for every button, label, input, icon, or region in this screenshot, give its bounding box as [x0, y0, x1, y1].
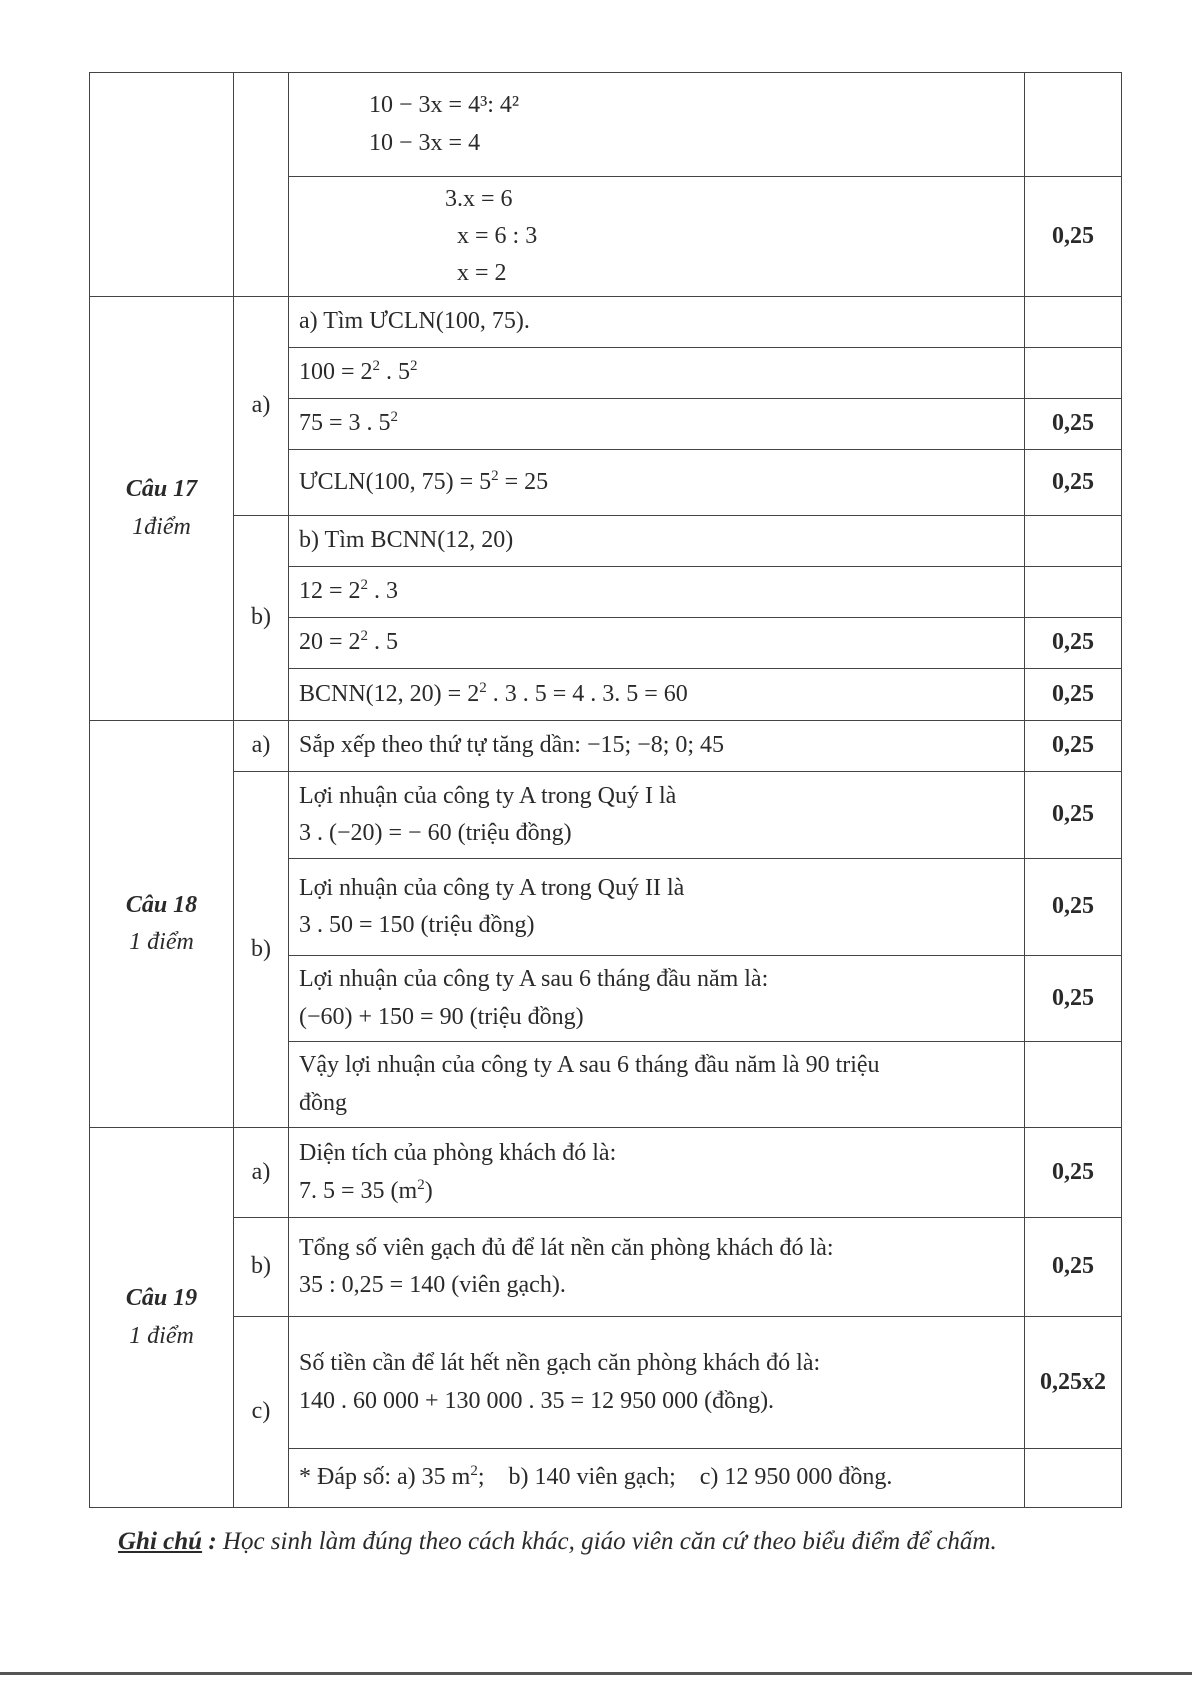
question-points: 1 điểm	[129, 929, 194, 955]
answer-key-table	[89, 72, 1122, 1508]
score: 0,25	[1025, 772, 1122, 859]
question-title: Câu 17	[125, 476, 198, 503]
answer-text: Sắp xếp theo thứ tự tăng dần: −15; −8; 0; 45	[289, 721, 1025, 772]
answer-text: a) Tìm ƯCLN(100, 75).	[289, 297, 1025, 348]
answer-line: Lợi nhuận của công ty A sau 6 tháng đầu năm là:	[299, 966, 769, 993]
part-label: a)	[234, 297, 289, 516]
answer-text: 75 = 3 . $5^2$	[289, 399, 1025, 450]
page-bottom-rule	[0, 1672, 1192, 1675]
score: 0,25	[1025, 956, 1122, 1042]
score: 0,25	[1025, 450, 1122, 516]
score: 0,25	[1025, 669, 1122, 721]
answer-line: đồng	[299, 1089, 347, 1116]
answer-text: BCNN(12, $20) = 2^2$ . 3 . 5 = 4 . 3. 5 = 60	[289, 669, 1025, 721]
question-cau-17	[90, 297, 234, 721]
answer-text	[289, 859, 1025, 956]
score-cell-empty	[1025, 73, 1122, 177]
score	[1025, 567, 1122, 618]
score	[1025, 297, 1122, 348]
answer-line: Lợi nhuận của công ty A trong Quý II là	[299, 874, 685, 901]
footnote-label: Ghi chú	[118, 1528, 203, 1555]
footnote-text: Học sinh làm đúng theo cách khác, giáo viên căn cứ theo biểu điểm để chấm.	[222, 1528, 997, 1555]
score	[1025, 348, 1122, 399]
part-label: a)	[234, 721, 289, 772]
final-answer: * Đáp số: a) 35 $m^2$; b) 140 viên gạch; c) 12 950 000 đồng.	[289, 1449, 1025, 1508]
answer-line: (−60) + 150 = 90 (triệu đồng)	[299, 1003, 584, 1030]
footnote-separator: :	[202, 1528, 223, 1555]
answer-text: b) Tìm BCNN(12, 20)	[289, 516, 1025, 567]
answer-text	[289, 772, 1025, 859]
answer-line: Số tiền cần để lát hết nền gạch căn phòng khách đó là:	[299, 1350, 821, 1377]
answer-text	[289, 1042, 1025, 1128]
score	[1025, 1042, 1122, 1128]
part-label: b)	[234, 772, 289, 1128]
answer-text: $100 = 2^2$ . $5^2$	[289, 348, 1025, 399]
answer-text: $12 = 2^2$ . 3	[289, 567, 1025, 618]
score: 0,25	[1025, 859, 1122, 956]
score	[1025, 516, 1122, 567]
question-cau-19	[90, 1128, 234, 1508]
answer-text: $20 = 2^2$ . 5	[289, 618, 1025, 669]
answer-text: ƯCLN(100, $75) = 5^2 = 25$	[289, 450, 1025, 516]
question-cau-18	[90, 721, 234, 1128]
part-label: a)	[234, 1128, 289, 1218]
part-label: b)	[234, 516, 289, 721]
question-points: 1điểm	[132, 513, 191, 540]
answer-text	[289, 1128, 1025, 1218]
score: 0,25	[1025, 1128, 1122, 1218]
equation-line: 10 − 3x = 4	[369, 129, 481, 156]
answer-line: Tổng số viên gạch đủ để lát nền căn phòng khách đó là:	[299, 1234, 834, 1261]
answer-text	[289, 956, 1025, 1042]
answer-line: 3 . (−20) = − 60 (triệu đồng)	[299, 820, 572, 846]
score: 0,25	[1025, 399, 1122, 450]
part-label: b)	[234, 1218, 289, 1317]
answer-text	[289, 1218, 1025, 1317]
answer-line: Vậy lợi nhuận của công ty A sau 6 tháng đầu năm là 90 triệu	[299, 1052, 880, 1079]
answer-line: 140 . 60 000 + 130 000 . 35 = 12 950 000 (đồng).	[299, 1387, 775, 1414]
answer-line: 7. 5 = 35 $(m^2)$	[299, 1176, 433, 1204]
question-cell-empty	[90, 73, 234, 297]
score-cell-empty	[1025, 1449, 1122, 1508]
part-label: c)	[234, 1317, 289, 1508]
answer-line: 3 . 50 = 150 (triệu đồng)	[299, 912, 535, 938]
footnote	[118, 1528, 997, 1556]
equation-line: x = 6 : 3	[457, 222, 538, 249]
score: 0,25	[1025, 721, 1122, 772]
part-cell-empty	[234, 73, 289, 297]
equation-line: x = 2	[457, 260, 507, 287]
equation-block-1	[289, 73, 1025, 177]
answer-line: 35 : 0,25 = 140 (viên gạch).	[299, 1272, 566, 1298]
question-title: Câu 18	[125, 891, 198, 918]
answer-line: Diện tích của phòng khách đó là:	[299, 1140, 617, 1167]
answer-text	[289, 1317, 1025, 1449]
question-points: 1 điểm	[129, 1322, 194, 1349]
score: 0,25	[1025, 1218, 1122, 1317]
score: 0,25	[1025, 177, 1122, 297]
score: 0,25	[1025, 618, 1122, 669]
equation-line: 10 − 3x = 4³: 4²	[369, 92, 520, 119]
score: 0,25x2	[1025, 1317, 1122, 1449]
equation-block-2	[289, 177, 1025, 297]
answer-line: Lợi nhuận của công ty A trong Quý I là	[299, 782, 677, 809]
question-title: Câu 19	[125, 1285, 198, 1312]
equation-line: 3.x = 6	[445, 185, 513, 212]
